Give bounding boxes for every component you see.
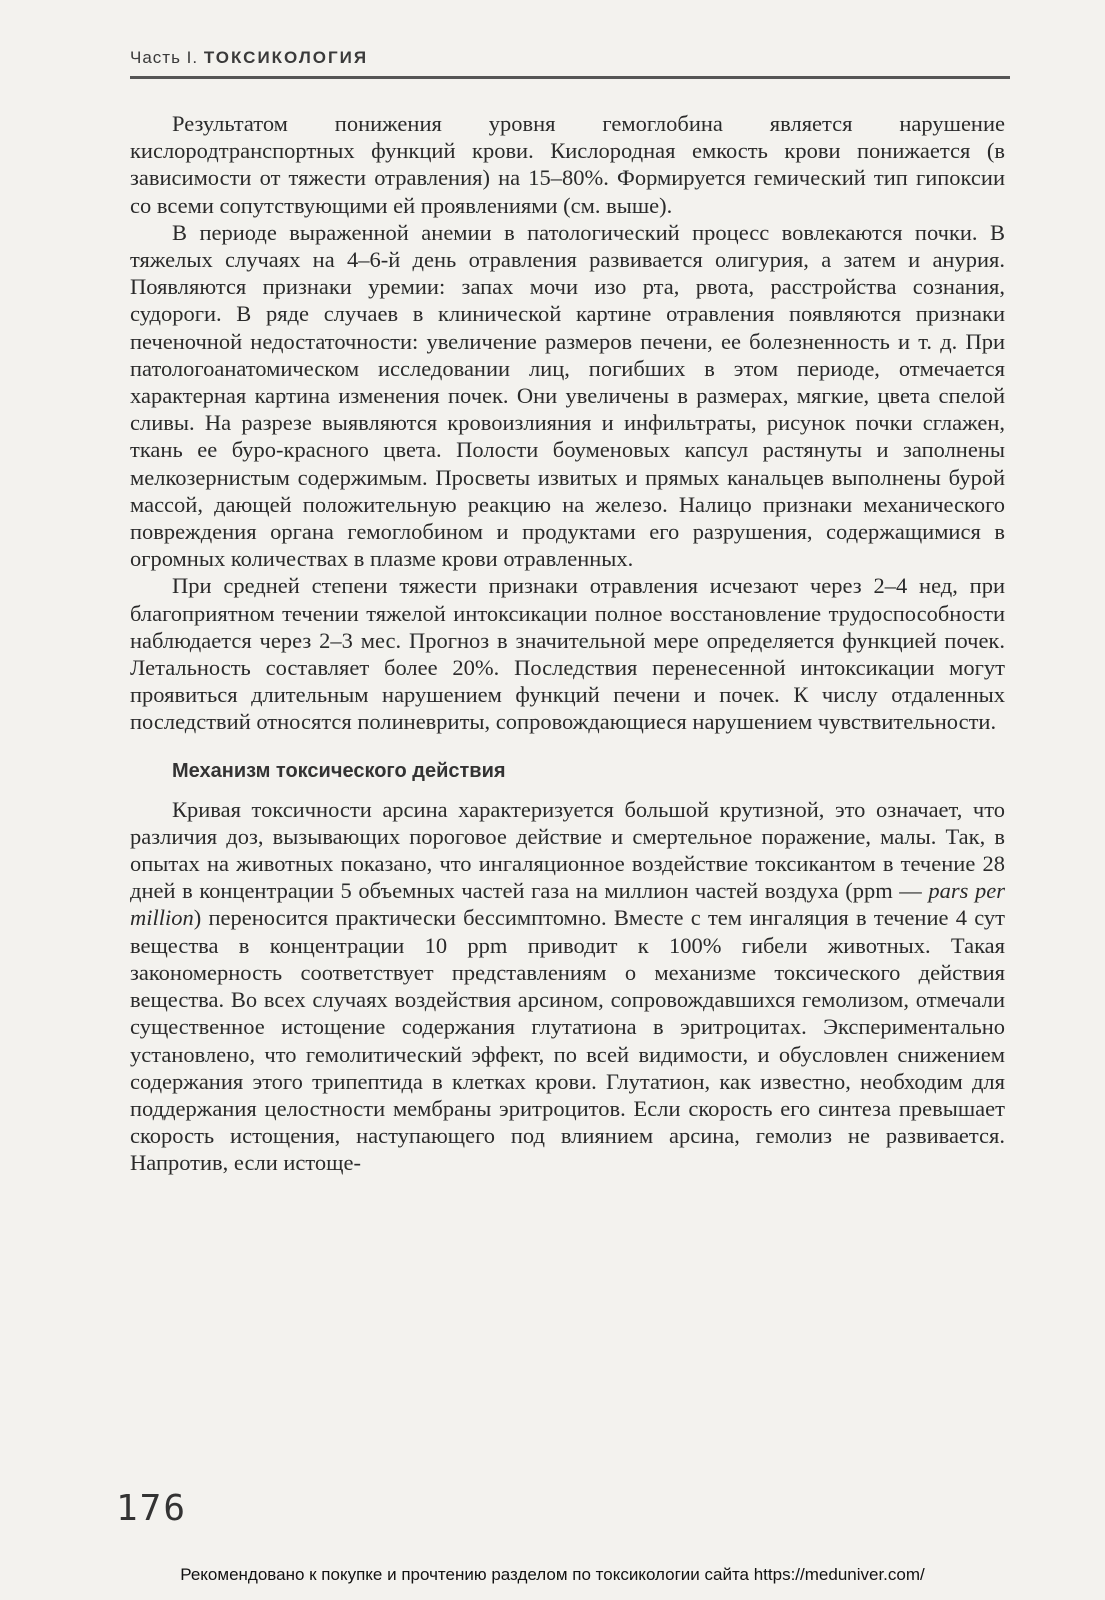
header-rule — [130, 76, 1010, 79]
paragraph-toxic-mechanism — [130, 796, 1005, 1177]
paragraph-anemia-kidneys: В периоде выраженной анемии в патологический процесс вовлекаются почки. В тяжелых случаях на 4–6-й день отравления развивается олигурия, а затем и анурия. Появляются признаки уремии: запах мочи изо рта, рвота, расстройства сознания, судороги. В ряде случаев в клинической картине отравления появляются признаки печеночной недостаточности: увеличение размеров печени, ее болезненность и т. д. При патологоанатомическом исследовании лиц, погибших в этом периоде, отмечается характерная картина изменения почек. Они увеличены в размерах, мягкие, цвета спелой сливы. На разрезе выявляются кровоизлияния и инфильтраты, рисунок почки сглажен, ткань ее буро-красного цвета. Полости боуменовых капсул растянуты и заполнены мелкозернистым содержимым. Просветы извитых и прямых канальцев выполнены бурой массой, дающей положительную реакцию на железо. Налицо признаки механического повреждения органа гемоглобином и продуктами его разрушения, содержащимися в огромных количествах в плазме крови отравленных. — [130, 219, 1005, 572]
mechanism-text-end: ) переносится практически бессимптомно. Вместе с тем ингаляция в течение 4 сут вещества в концентрации 10 ppm приводит к 100% гибели животных. Такая закономерность соответствует представлениям о механизме токсического действия вещества. Во всех случаях воздействия арсином, сопровождавшихся гемолизом, отмечали существенное истощение содержания глутатиона в эритроцитах. Экспериментально установлено, что гемолитический эффект, по всей видимости, и обусловлен снижением содержания этого трипептида в клетках крови. Глутатион, как известно, необходим для поддержания целостности мембраны эритроцитов. Если скорость его синтеза превышает скорость истощения, наступающего под влиянием арсина, гемолиз не развивается. Напротив, если истоще- — [130, 905, 1005, 1176]
paragraph-hemoglobin: Результатом понижения уровня гемоглобина является нарушение кислородтранспортных функций крови. Кислородная емкость крови понижается (в зависимости от тяжести отравления) на 15–80%. Формируется гемический тип гипоксии со всеми сопутствующими ей проявлениями (см. выше). — [130, 111, 1005, 218]
page-number: 176 — [116, 1488, 188, 1529]
mechanism-text-start: Кривая токсичности арсина характеризуется большой крутизной, это означает, что различия доз, вызывающих пороговое действие и смертельное поражение, малы. Так, в опытах на животных показано, что ингаляционное воздействие токсикантом в течение 28 дней в концентрации 5 объемных частей газа на миллион частей воздуха (ppm — — [130, 796, 1005, 904]
paragraph-prognosis: При средней степени тяжести признаки отравления исчезают через 2–4 нед, при благоприятном течении тяжелой интоксикации полное восстановление трудоспособности наблюдается через 2–3 мес. Прогноз в значительной мере определяется функцией почек. Летальность составляет более 20%. Последствия перенесенной интоксикации могут проявиться длительным нарушением функций печени и почек. К числу отдаленных последствий относятся полиневриты, сопровождающиеся нарушением чувствительности. — [130, 573, 1005, 735]
header-title: ТОКСИКОЛОГИЯ — [203, 48, 369, 67]
body-text — [130, 110, 1005, 1177]
section-heading: Механизм токсического действия — [172, 759, 506, 782]
mechanism-text-italic: pars per million — [130, 878, 1005, 931]
running-header — [130, 48, 1010, 68]
footer-note: Рекомендовано к покупке и прочтению разделом по токсикологии сайта https://meduniver.com/ — [180, 1565, 925, 1584]
header-part: Часть I. — [130, 48, 199, 67]
